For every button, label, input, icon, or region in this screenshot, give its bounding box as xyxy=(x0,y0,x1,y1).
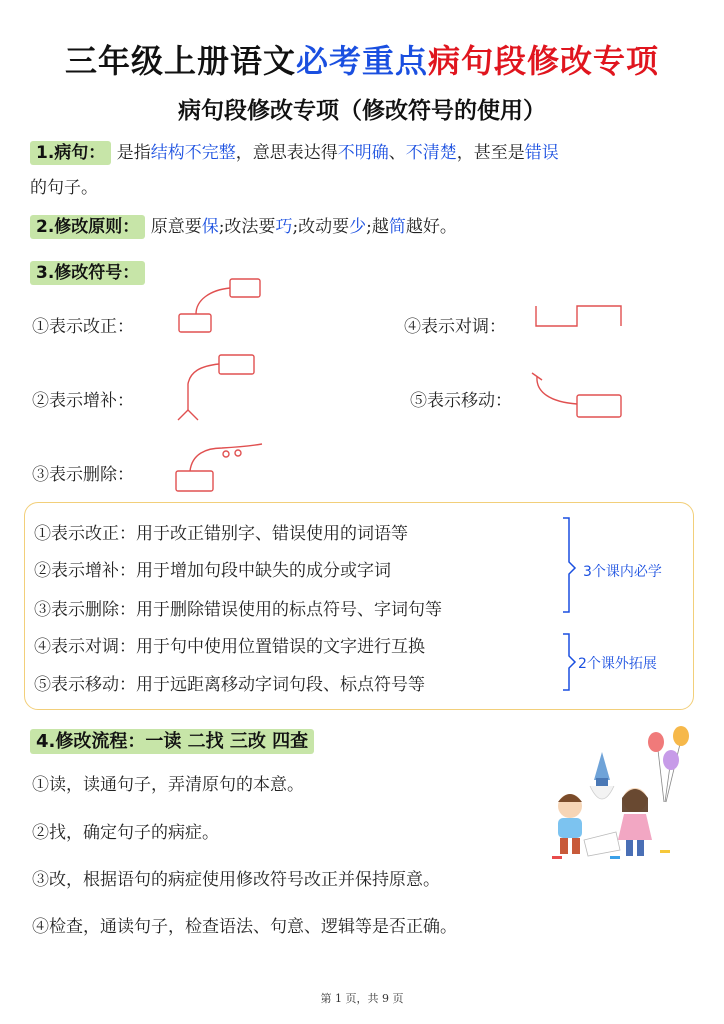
s2-seg: 简 xyxy=(388,217,406,237)
subtitle: 病句段修改专项（修改符号的使用） xyxy=(178,98,546,124)
move-mark-icon xyxy=(532,373,621,417)
rocket-icon xyxy=(590,752,614,799)
step-correct: ③改，根据语句的病症使用修改符号改正并保持原意。 xyxy=(32,870,440,890)
s2-seg: ;改动要 xyxy=(292,217,350,237)
title-part-1: 三年级上册语文 xyxy=(64,42,296,80)
kids-illustration xyxy=(540,722,700,862)
s2-seg: 巧 xyxy=(275,217,293,237)
section-1-label: 1.病句： xyxy=(30,141,111,165)
s2-seg: 越好。 xyxy=(405,217,457,237)
info-row-move: ⑤表示移动：用于远距离移动字词句段、标点符号等 xyxy=(34,675,425,695)
s2-seg: 少 xyxy=(349,217,367,237)
s1-seg: 是指 xyxy=(116,143,151,163)
info-row-swap: ④表示对调：用于句中使用位置错误的文字进行互换 xyxy=(34,637,425,657)
s1-seg: ，意思表达得 xyxy=(235,143,338,163)
s2-seg: ;改法要 xyxy=(218,217,276,237)
girl-icon xyxy=(618,788,652,856)
bracket-1-icon xyxy=(563,518,575,612)
s1-seg: 、 xyxy=(388,143,406,163)
step-find: ②找，确定句子的病症。 xyxy=(32,823,219,843)
section-3-label: 3.修改符号： xyxy=(30,261,145,285)
step-check: ④检查，通读句子，检查语法、句意、逻辑等是否正确。 xyxy=(32,917,457,937)
symbol-label-correct: ①表示改正： xyxy=(32,317,134,337)
s2-seg: ;越 xyxy=(366,217,389,237)
boy-icon xyxy=(558,794,582,854)
swap-mark-icon xyxy=(536,306,621,326)
section-2-label: 2.修改原则： xyxy=(30,215,145,239)
s1-seg: 错误 xyxy=(524,143,559,163)
s1-seg: 结构不完整 xyxy=(150,143,236,163)
info-row-delete: ③表示删除：用于删除错误使用的标点符号、字词句等 xyxy=(34,600,442,620)
symbol-label-swap: ④表示对调： xyxy=(404,317,506,337)
section-1-line-2: 的句子。 xyxy=(30,178,98,198)
s1-seg: ，甚至是 xyxy=(456,143,525,163)
s1-seg: 不清楚 xyxy=(405,143,457,163)
s1-seg: 不明确 xyxy=(337,143,389,163)
bracket-2-icon xyxy=(563,634,575,690)
title-part-2: 必考重点 xyxy=(295,42,428,80)
symbol-label-delete: ③表示删除： xyxy=(32,465,134,485)
symbol-label-move: ⑤表示移动： xyxy=(410,391,512,411)
correct-mark-icon xyxy=(179,279,260,332)
section-4-label: 4.修改流程：一读 二找 三改 四查 xyxy=(30,729,314,754)
balloons-icon xyxy=(648,726,689,802)
s2-seg: 保 xyxy=(201,217,219,237)
info-row-add: ②表示增补：用于增加句段中缺失的成分或字词 xyxy=(34,561,391,581)
symbol-label-add: ②表示增补： xyxy=(32,391,134,411)
bracket-2-label: 2个课外拓展 xyxy=(578,656,657,672)
title-part-3: 病句段修改专项 xyxy=(428,42,660,80)
page-footer: 第 1 页，共 9 页 xyxy=(320,992,404,1005)
bracket-1-label: 3个课内必学 xyxy=(583,564,662,580)
step-read: ①读，读通句子，弄清原句的本意。 xyxy=(32,775,304,795)
info-row-correct: ①表示改正：用于改正错别字、错误使用的词语等 xyxy=(34,524,408,544)
section-4 xyxy=(30,727,314,757)
add-mark-icon xyxy=(178,355,254,420)
editing-symbols-drawing xyxy=(0,0,724,500)
s2-seg: 原意要 xyxy=(150,217,202,237)
delete-mark-icon xyxy=(176,444,262,491)
